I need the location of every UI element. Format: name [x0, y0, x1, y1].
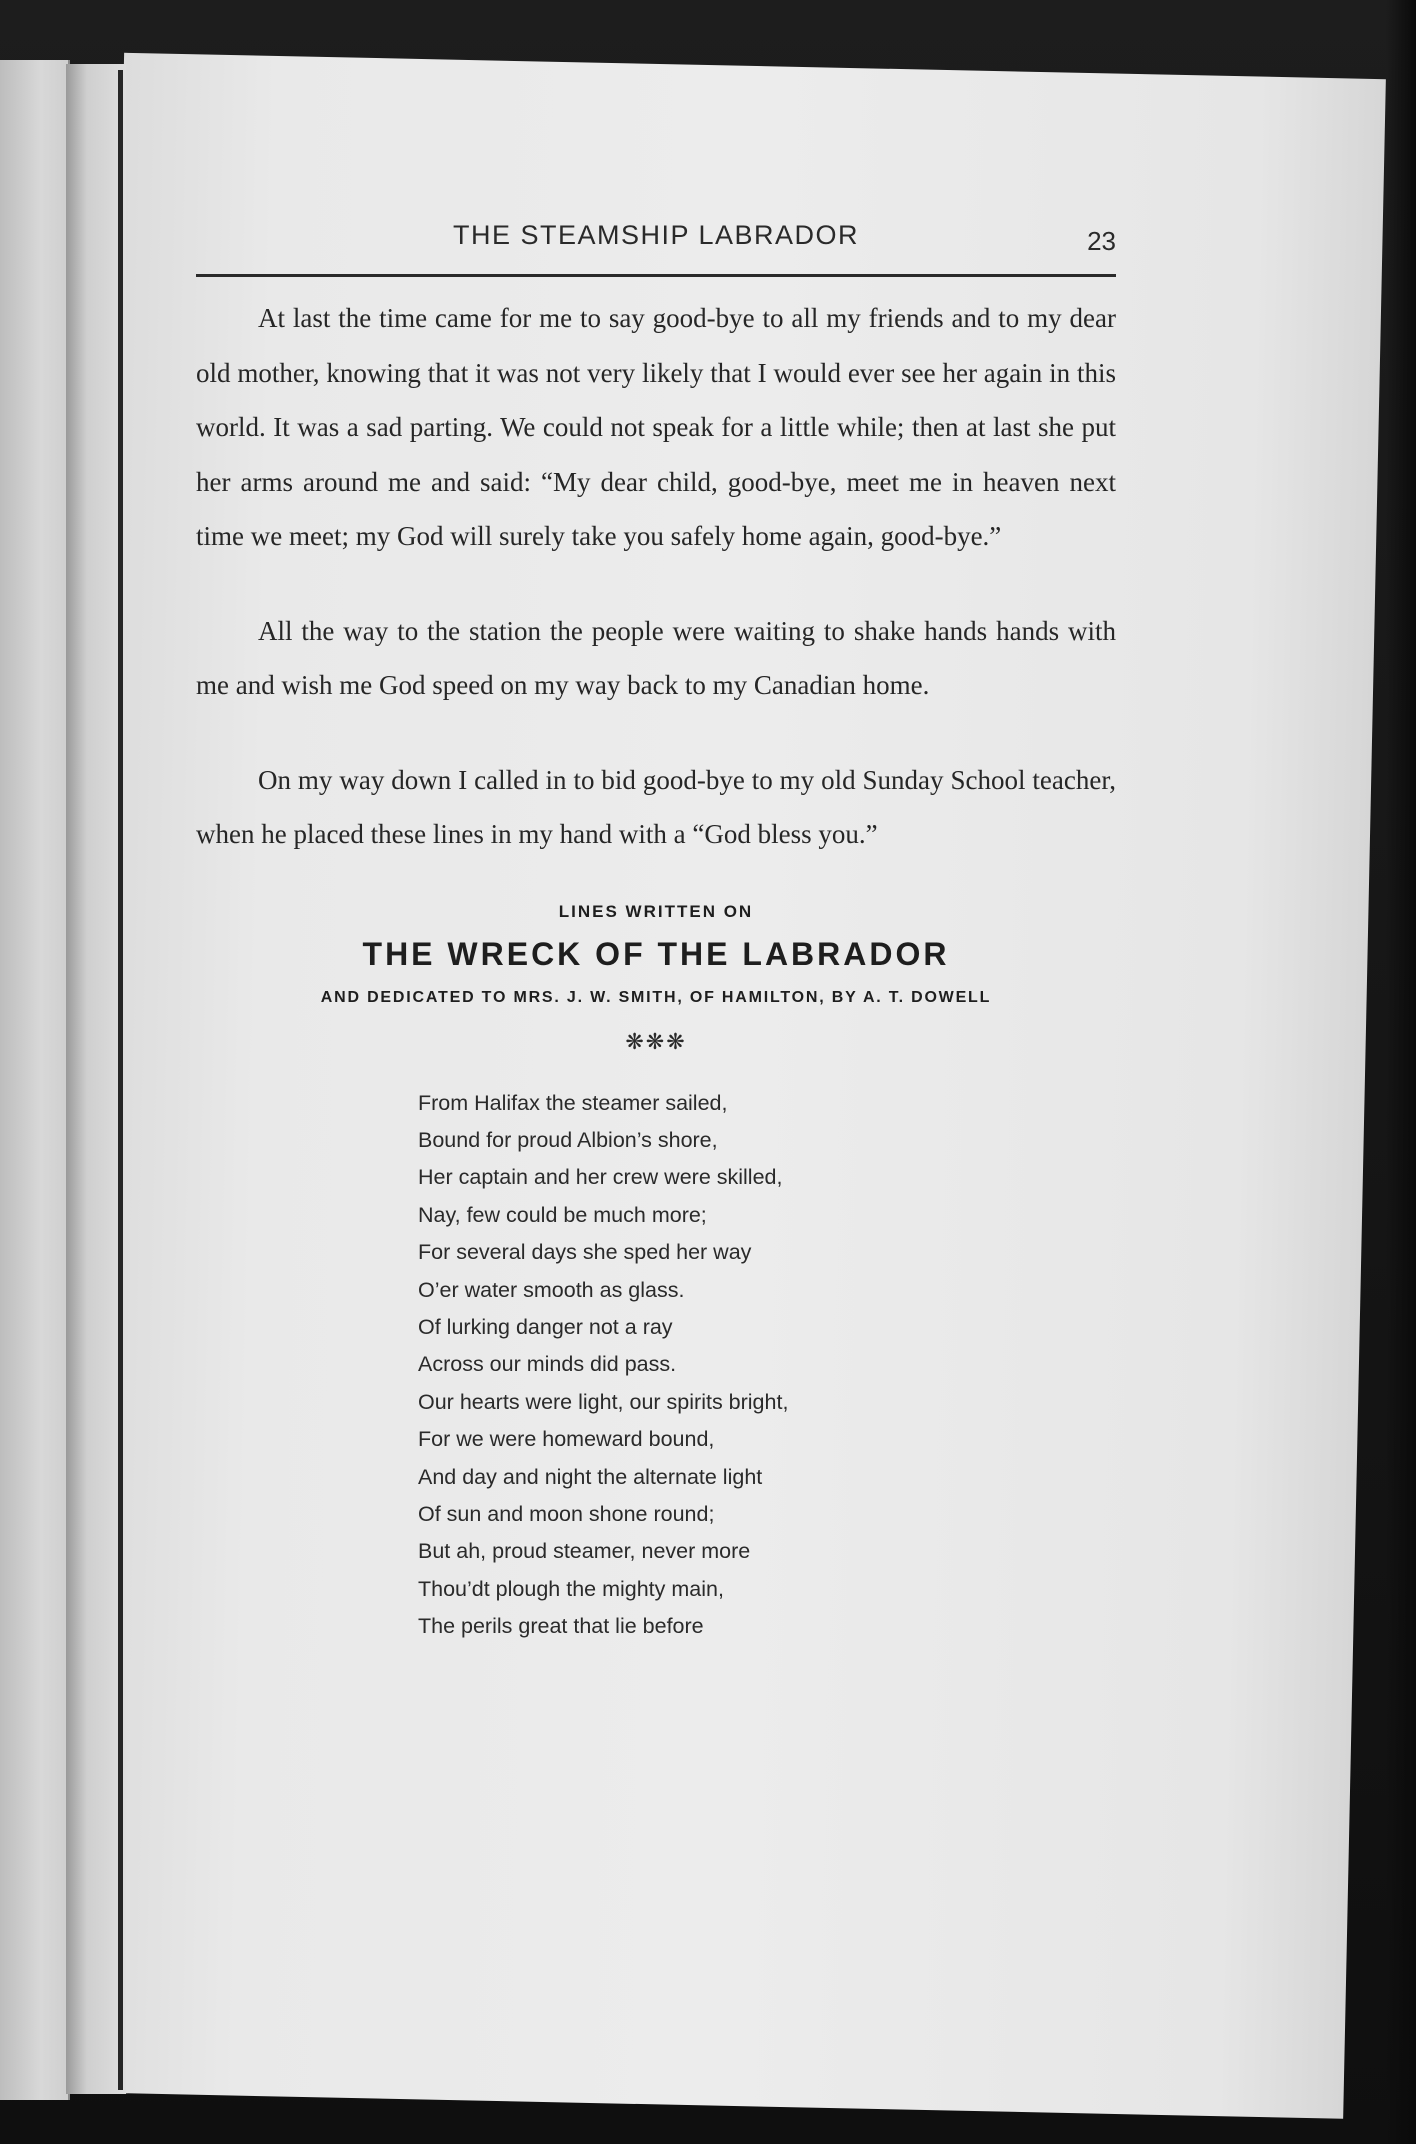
right-edge-shadow — [1386, 0, 1416, 2144]
poem-line: For we were homeward bound, — [418, 1427, 715, 1452]
ornament-icon: ❋❋❋ — [625, 1028, 687, 1054]
page-content — [196, 210, 1116, 1646]
poem-line: Thou’dt plough the mighty main, — [418, 1576, 724, 1601]
poem-line: Nay, few could be much more; — [418, 1202, 707, 1227]
poem-line: For several days she sped her way — [418, 1240, 752, 1265]
poem-line: Of lurking danger not a ray — [418, 1314, 673, 1339]
page-number: 23 — [1087, 226, 1116, 256]
gutter-line — [118, 70, 123, 2090]
poem-dedication: AND DEDICATED TO MRS. J. W. SMITH, OF HAMILTON, BY A. T. DOWELL — [320, 988, 992, 1006]
poem-line: O’er water smooth as glass. — [418, 1277, 685, 1302]
poem-title: THE WRECK OF THE LABRADOR — [362, 935, 950, 972]
paragraph: On my way down I called in to bid good-bye to my old Sunday School teacher, when he placed these lines in my hand with a “God bless you.” — [196, 764, 1116, 849]
poem-line: Her captain and her crew were skilled, — [418, 1165, 783, 1190]
poem-line: Bound for proud Albion’s shore, — [418, 1127, 718, 1152]
poem-line: Of sun and moon shone round; — [418, 1501, 715, 1526]
poem-line: The perils great that lie before — [418, 1614, 704, 1639]
running-head-title: THE STEAMSHIP LABRADOR — [452, 220, 860, 250]
poem-line: Across our minds did pass. — [418, 1352, 677, 1377]
gutter-shadow — [66, 64, 126, 2094]
poem-line: From Halifax the steamer sailed, — [418, 1090, 728, 1115]
paragraph: At last the time came for me to say good-bye to all my friends and to my dear old mother, knowing that it was not very likely that I would ever see her again in this world. It was a sad parting. We could not speak for a little while; then at last she put her arms around me and said: “My dear child, good-bye, meet me in heaven next time we meet; my God will surely take you safely home again, good-bye.” — [196, 303, 1116, 551]
paragraph: All the way to the station the people were waiting to shake hands hands with me and wish me God speed on my way back to my Canadian home. — [196, 615, 1116, 700]
prose — [196, 291, 1116, 862]
running-head — [196, 210, 1116, 277]
poem-intro: LINES WRITTEN ON — [558, 901, 754, 921]
left-page-edge — [0, 60, 70, 2100]
poem — [418, 1085, 1116, 1646]
poem-line: But ah, proud steamer, never more — [418, 1539, 751, 1564]
poem-line: Our hearts were light, our spirits bright, — [418, 1389, 789, 1414]
poem-line: And day and night the alternate light — [418, 1464, 763, 1489]
